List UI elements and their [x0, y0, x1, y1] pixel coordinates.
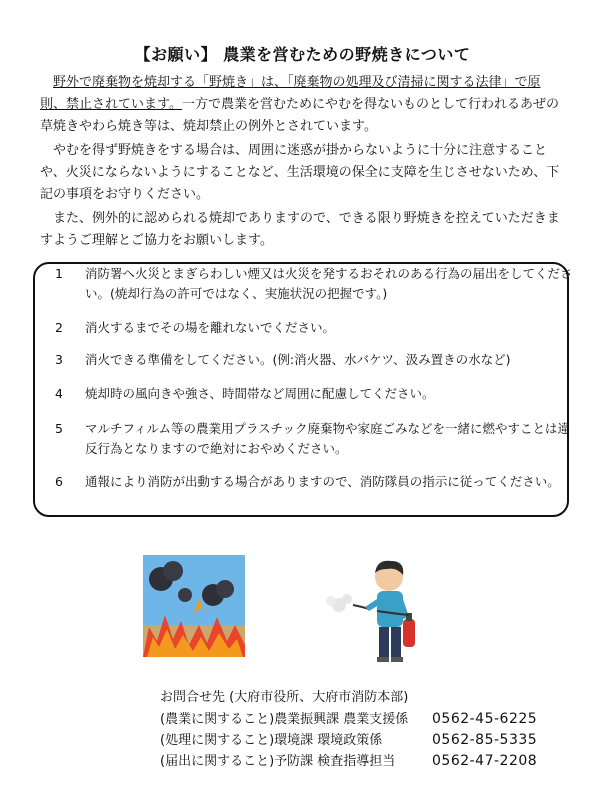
intro-paragraph — [40, 72, 560, 138]
rule-number: 3 — [55, 352, 63, 367]
burning-field-icon — [143, 555, 245, 657]
rule-text: 消防署へ火災とまぎらわしい煙又は火災を発するおそれのある行為の届出をしてください。(焼却行為の許可ではなく、実施状況の把握です。) — [85, 266, 573, 301]
rule-text: 焼却時の風向きや強さ、時間帯など周囲に配慮してください。 — [85, 386, 435, 401]
rules-box — [33, 262, 573, 517]
rule-text: マルチフィルム等の農業用プラスチック廃棄物や家庭ごみなどを一緒に燃やすことは違反行為となりますので絶対におやめください。 — [85, 421, 571, 456]
rule-number: 4 — [55, 386, 63, 401]
request-text: また、例外的に認められる焼却でありますので、できる限り野焼きを控えていただきますようご理解とご協力をお願いします。 — [40, 211, 560, 248]
contact-phone: 0562-45-6225 — [432, 711, 538, 727]
rule-number: 2 — [55, 320, 63, 335]
rule-number: 1 — [55, 266, 63, 281]
contact-department: (届出に関すること)予防課 検査指導担当 — [160, 754, 396, 769]
precaution-text: やむを得ず野焼きをする場合は、周囲に迷惑が掛からないように十分に注意することや、火災にならないようにすることなど、生活環境の保全に支障を生じさせないため、下記の事項をお守りください。 — [40, 143, 560, 202]
request-paragraph — [40, 208, 560, 252]
rule-number: 5 — [55, 421, 63, 436]
page-title: 【お願い】 農業を営むための野焼きについて — [134, 45, 471, 64]
fire-extinguisher-person-icon — [325, 555, 420, 665]
exception-statement: 一方で農業を営むためにやむを得ないものとして行われるあぜの草焼きやわら焼き等は、焼却禁止の例外とされています。 — [40, 97, 559, 134]
law-statement: 野外で廃棄物を焼却する「野焼き」は、「廃棄物の処理及び清掃に関する法律」で原則、禁止されています。 — [40, 75, 541, 112]
rule-text: 消火できる準備をしてください。(例:消火器、水バケツ、汲み置きの水など) — [85, 352, 511, 367]
precaution-paragraph — [40, 140, 560, 206]
contact-department: (処理に関すること)環境課 環境政策係 — [160, 733, 383, 748]
contact-heading: お問合せ先 (大府市役所、大府市消防本部) — [160, 690, 409, 705]
rule-text: 通報により消防が出動する場合がありますので、消防隊員の指示に従ってください。 — [85, 474, 560, 489]
contact-phone: 0562-85-5335 — [432, 732, 538, 748]
contact-department: (農業に関すること)農業振興課 農業支援係 — [160, 712, 409, 727]
rule-number: 6 — [55, 474, 63, 489]
contact-phone: 0562-47-2208 — [432, 753, 538, 769]
rule-text: 消火するまでその場を離れないでください。 — [85, 320, 336, 335]
